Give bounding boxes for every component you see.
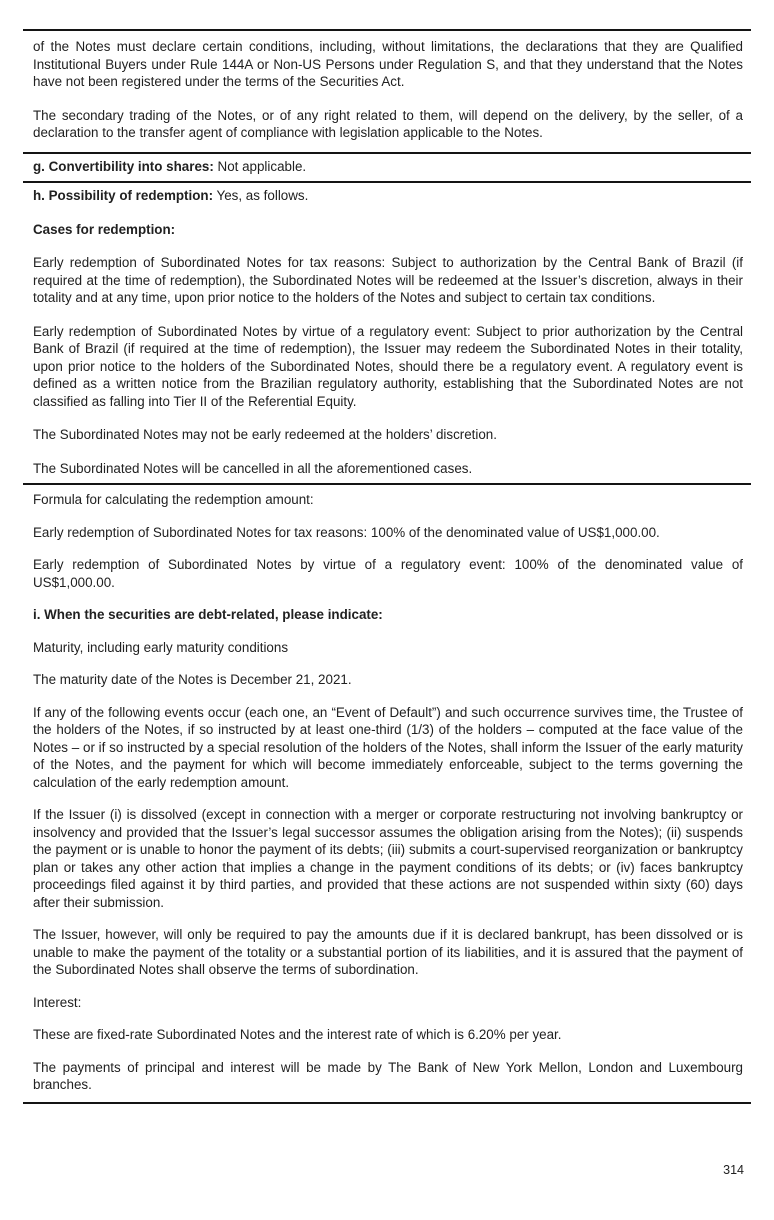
maturity-date-paragraph: The maturity date of the Notes is December 21, 2021.	[33, 672, 352, 687]
section-intro	[33, 38, 743, 142]
default-events-paragraph: If any of the following events occur (each one, an “Event of Default”) and such occurrence survives time, the Trustee of the holders of the Notes, if so instructed by at least one-third (1/3) of the holders – computed at the face value of the Notes – or if so instructed by a special resolution of the holders of the Notes, shall inform the Issuer of the early maturity of the Notes, and the payment for which will become immediately enforceable, subject to the terms governing the calculation of the early redemption amount.	[33, 704, 743, 790]
convertibility-value: Not applicable.	[213, 158, 307, 174]
section-divider	[23, 152, 751, 154]
section-divider	[23, 1102, 751, 1104]
intro-paragraph-2: The secondary trading of the Notes, or of any right related to them, will depend on the delivery, by the seller, of a declaration to the transfer agent of compliance with legislation applicable to the Notes.	[33, 107, 743, 140]
intro-paragraph-1: of the Notes must declare certain conditions, including, without limitations, the declarations that they are Qualified Institutional Buyers under Rule 144A or Non-US Persons under Regulation S, and that they understand that the Notes have not been registered under the terms of the Securities Act.	[33, 39, 743, 89]
maturity-heading-paragraph: Maturity, including early maturity conditions	[33, 639, 289, 655]
formula-heading-paragraph: Formula for calculating the redemption amount:	[33, 492, 314, 507]
redemption-value: Yes, as follows.	[213, 188, 309, 203]
debt-related-heading: i. When the securities are debt-related, please indicate:	[33, 607, 383, 622]
page-number: 314	[723, 1162, 744, 1177]
cases-for-redemption-heading: Cases for redemption:	[33, 221, 176, 237]
formula-regulatory-paragraph: Early redemption of Subordinated Notes by virtue of a regulatory event: 100% of the denominated value of US$1,000.00.	[33, 557, 743, 590]
section-divider	[23, 181, 751, 183]
section-divider	[23, 29, 751, 31]
redemption-label: h. Possibility of redemption:	[33, 188, 214, 203]
section-convertibility	[33, 158, 743, 176]
interest-rate-paragraph: These are fixed-rate Subordinated Notes and the interest rate of which is 6.20% per year.	[33, 1027, 562, 1042]
formula-tax-paragraph: Early redemption of Subordinated Notes for tax reasons: 100% of the denominated value of US$1,000.00.	[33, 524, 660, 540]
redemption-regulatory-paragraph: Early redemption of Subordinated Notes by virtue of a regulatory event: Subject to prior authorization by the Central Bank of Brazil (if required at the time of redemption), the Issuer may redeem the Subordinated Notes in their totality, upon prior notice to the holders of the Subordinated Notes, should there be a regulatory event. A regulatory event is defined as a written notice from the Brazilian regulatory authority, establishing that the Subordinated Notes are not classified as falling into Tier II of the Referential Equity.	[33, 323, 743, 409]
no-holder-redemption-paragraph: The Subordinated Notes may not be early redeemed at the holders’ discretion.	[33, 427, 497, 442]
redemption-row	[33, 187, 743, 205]
payments-paragraph: The payments of principal and interest will be made by The Bank of New York Mellon, London and Luxembourg branches.	[33, 1059, 743, 1092]
redemption-tax-paragraph: Early redemption of Subordinated Notes for tax reasons: Subject to authorization by the Central Bank of Brazil (if required at the time of redemption), the Subordinated Notes will be redeemed at the Issuer’s discretion, always in their totality and at any time, upon prior notice to the holders of the Notes and subject to certain tax conditions.	[33, 255, 743, 305]
section-formula-and-debt	[33, 491, 743, 1094]
convertibility-label: g. Convertibility into shares:	[33, 158, 214, 174]
section-redemption	[33, 187, 743, 477]
issuer-events-paragraph: If the Issuer (i) is dissolved (except in connection with a merger or corporate restructuring not involving bankruptcy or insolvency and provided that the Issuer’s legal successor assumes the obligation arising from the Notes); (ii) suspends the payment or is unable to honor the payment of its debts; (iii) submits a court-supervised reorganization or bankruptcy plan or takes any other action that implies a change in the payment conditions of its debts; or (iv) faces bankruptcy proceedings filed against it by third parties, and provided that these actions are not suspended within sixty (60) days after their submission.	[33, 807, 743, 910]
section-divider	[23, 483, 751, 485]
issuer-payment-paragraph: The Issuer, however, will only be required to pay the amounts due if it is declared bankrupt, has been dissolved or is unable to make the payment of the totality or a substantial portion of its liabilities, and it is assured that the payment of the Subordinated Notes shall observe the terms of subordination.	[33, 927, 743, 977]
interest-heading-paragraph: Interest:	[33, 994, 82, 1010]
convertibility-row	[33, 158, 743, 176]
notes-cancelled-paragraph: The Subordinated Notes will be cancelled in all the aforementioned cases.	[33, 460, 473, 476]
